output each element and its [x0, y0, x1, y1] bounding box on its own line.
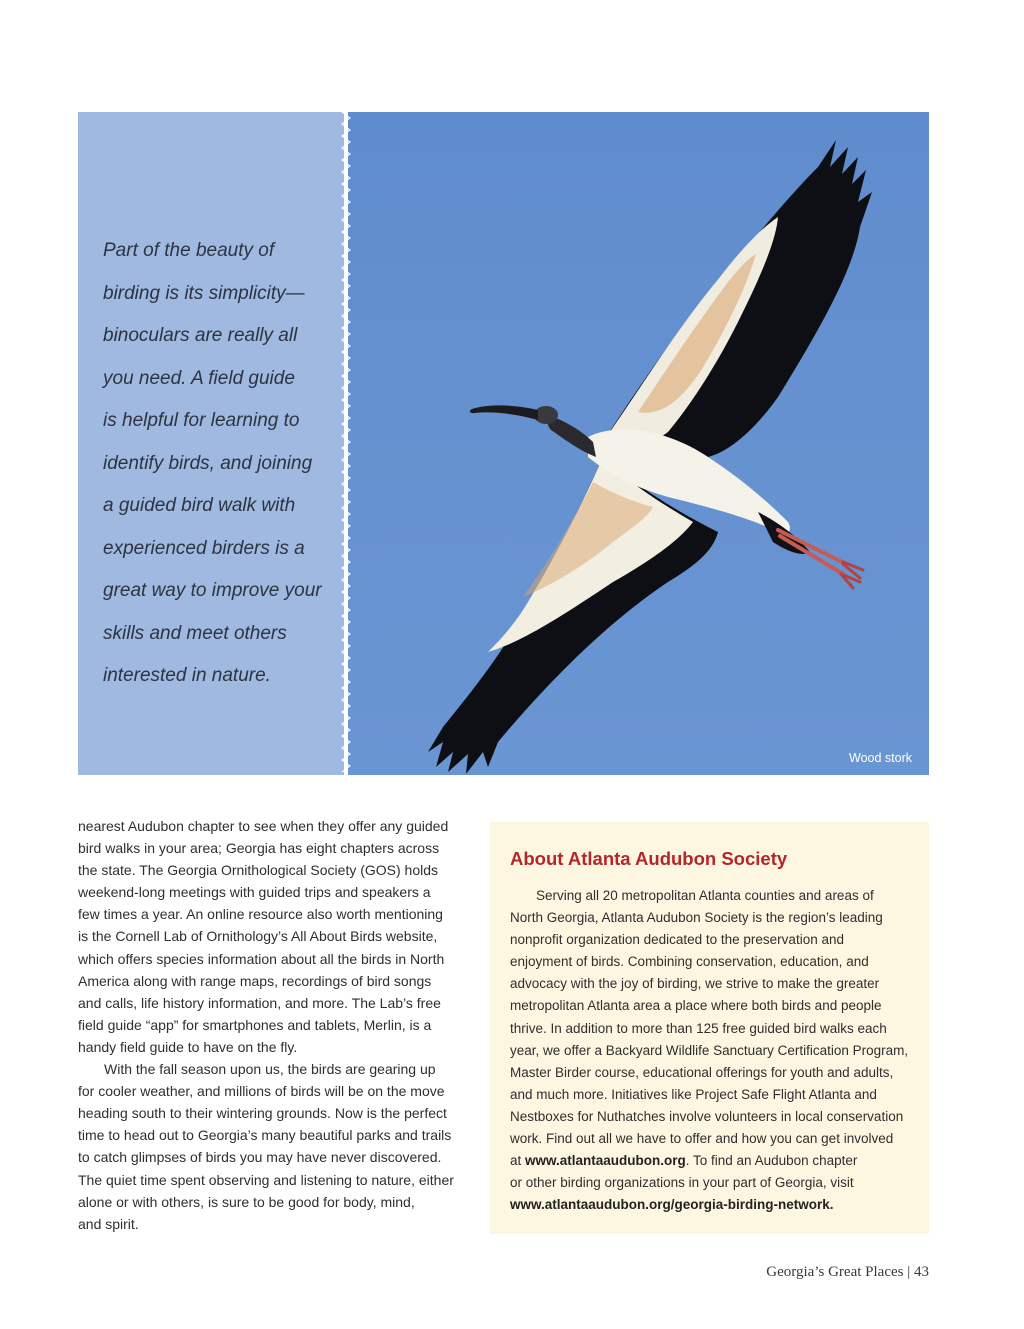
- body-line: heading south to their wintering grounds. Now is the perfect: [78, 1105, 447, 1122]
- top-banner: [78, 112, 929, 775]
- quote-line: great way to improve your: [103, 580, 322, 601]
- stork-legs: [778, 530, 846, 574]
- zigzag-divider: [340, 112, 352, 775]
- about-sidebar: [490, 822, 929, 1234]
- sidebar-line: advocacy with the joy of birding, we strive to make the greater: [510, 976, 880, 992]
- body-paragraph: [78, 1058, 478, 1235]
- stork-feet: [841, 562, 863, 588]
- quote-line: a guided bird walk with: [103, 495, 296, 516]
- body-line: With the fall season upon us, the birds are gearing up: [104, 1061, 436, 1078]
- quote-line: experienced birders is a: [103, 537, 305, 559]
- sidebar-line: Nestboxes for Nuthatches involve volunteers in local conservation: [510, 1108, 904, 1124]
- sidebar-line: thrive. In addition to more than 125 free guided bird walks each: [510, 1020, 887, 1036]
- sidebar-line: North Georgia, Atlanta Audubon Society is the region’s leading: [510, 910, 883, 926]
- sidebar-line: at: [510, 1153, 526, 1169]
- body-line: nearest Audubon chapter to see when they offer any guided: [78, 818, 449, 834]
- body-line: bird walks in your area; Georgia has eight chapters across: [78, 840, 440, 857]
- body-paragraph: [78, 815, 478, 1058]
- sidebar-line: nonprofit organization dedicated to the preservation and: [510, 932, 844, 948]
- body-line: handy field guide to have on the fly.: [78, 1038, 298, 1055]
- sidebar-line: metropolitan Atlanta area a place where both birds and people: [510, 998, 882, 1014]
- wood-stork-illustration: [348, 112, 929, 775]
- sidebar-line: and much more. Initiatives like Project Safe Flight Atlanta and: [510, 1086, 877, 1102]
- quote-line: you need. A field guide: [103, 367, 295, 389]
- sidebar-title: About Atlanta Audubon Society: [510, 848, 788, 869]
- quote-line: interested in nature.: [103, 665, 271, 686]
- sidebar-lines: [510, 888, 908, 1146]
- body-line: for cooler weather, and millions of birds will be on the move: [78, 1083, 445, 1100]
- footer-separator: |: [907, 1264, 911, 1280]
- quote-line: binoculars are really all: [103, 325, 298, 346]
- sidebar-line: Master Birder course, educational offerings for youth and adults,: [510, 1064, 894, 1080]
- sidebar-line: enjoyment of birds. Combining conservation, education, and: [510, 954, 869, 970]
- body-line: and calls, life history information, and more. The Lab’s free: [78, 994, 441, 1011]
- website-link[interactable]: www.atlantaaudubon.org: [525, 1153, 686, 1169]
- body-line: few times a year. An online resource also worth mentioning: [78, 906, 443, 923]
- sidebar-line: work. Find out all we have to offer and how you can get involved: [510, 1131, 894, 1147]
- body-line: which offers species information about all the birds in North: [78, 950, 445, 967]
- body-line: the state. The Georgia Ornithological Society (GOS) holds: [78, 862, 439, 879]
- body-line: alone or with others, is sure to be good for body, mind,: [78, 1193, 415, 1210]
- sidebar-line: Serving all 20 metropolitan Atlanta counties and areas of: [536, 888, 874, 903]
- body-line: The quiet time spent observing and listening to nature, either: [78, 1171, 454, 1188]
- publication-name: Georgia’s Great Places: [766, 1264, 904, 1280]
- body-line: America along with range maps, recordings of bird songs: [78, 972, 432, 989]
- quote-line: Part of the beauty of: [103, 240, 275, 261]
- photo-caption: Wood stork: [849, 751, 912, 765]
- body-line: field guide “app” for smartphones and tablets, Merlin, is a: [78, 1016, 432, 1033]
- pull-quote-panel: [78, 112, 344, 775]
- stork-bill: [470, 405, 538, 420]
- sidebar-line: year, we offer a Backyard Wildlife Sanctuary Certification Program,: [510, 1042, 909, 1058]
- birding-network-link[interactable]: www.atlantaaudubon.org/georgia-birding-network.: [510, 1197, 834, 1213]
- page-number: 43: [914, 1264, 929, 1280]
- body-line: to catch glimpses of birds you may have never discovered.: [78, 1149, 442, 1166]
- quote-line: is helpful for learning to: [103, 410, 300, 431]
- quote-line: skills and meet others: [103, 622, 287, 644]
- body-line: time to head out to Georgia’s many beautiful parks and trails: [78, 1127, 452, 1144]
- body-line: and spirit.: [78, 1215, 139, 1232]
- quote-line: identify birds, and joining: [103, 452, 313, 474]
- page-footer: [766, 1264, 929, 1281]
- sidebar-line: or other birding organizations in your part of Georgia, visit: [510, 1175, 854, 1191]
- lower-wing-dark: [428, 457, 718, 774]
- sidebar-text: [510, 885, 920, 1216]
- body-line: is the Cornell Lab of Ornithology’s All About Birds website,: [78, 928, 438, 945]
- wood-stork-photo: [348, 112, 929, 775]
- pull-quote: [103, 230, 343, 698]
- body-line: weekend-long meetings with guided trips and speakers a: [78, 884, 431, 901]
- article-body: [78, 815, 478, 1235]
- sidebar-line: . To find an Audubon chapter: [685, 1153, 858, 1169]
- quote-line: birding is its simplicity—: [103, 282, 305, 304]
